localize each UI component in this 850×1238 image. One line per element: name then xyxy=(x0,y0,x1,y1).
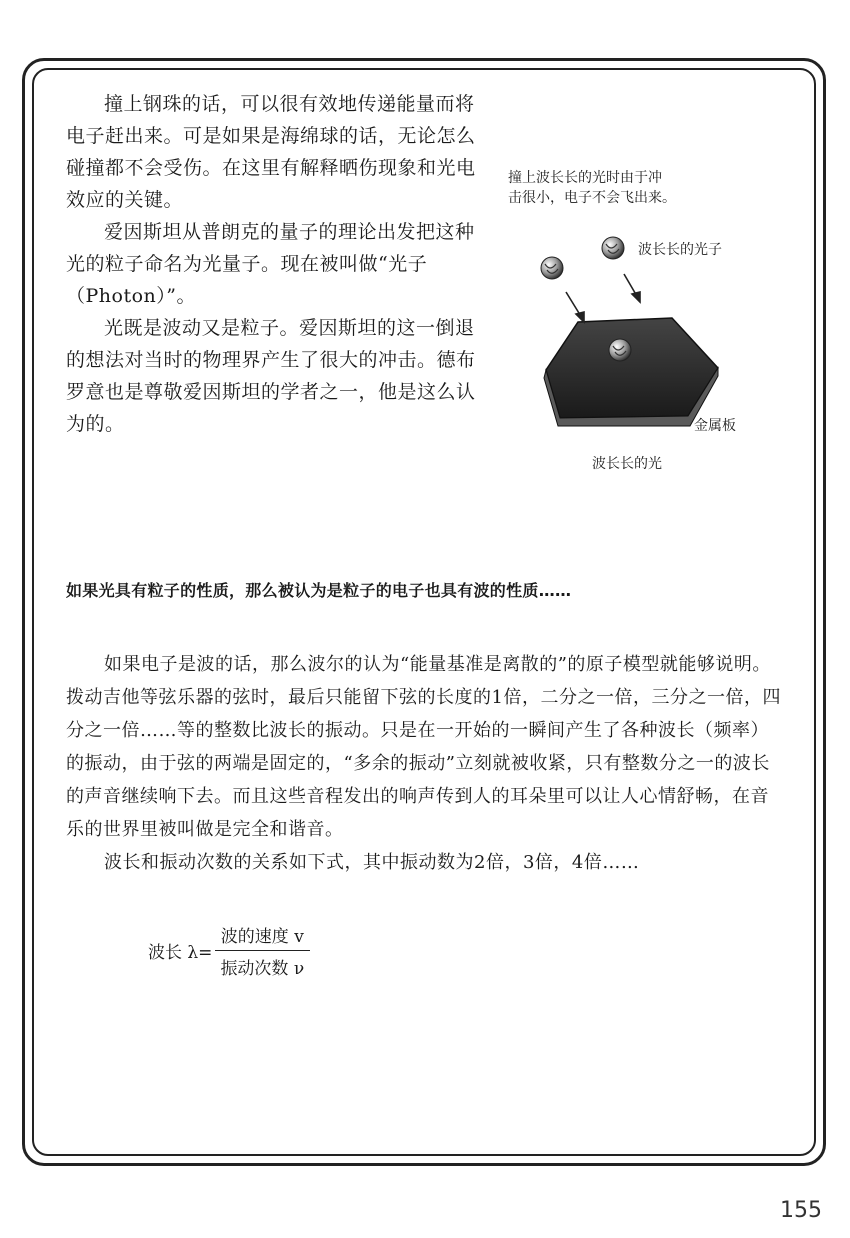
illustration-caption xyxy=(508,168,676,208)
illustration-caption-line-1: 撞上波长长的光时由于冲 xyxy=(508,170,662,186)
photon-left xyxy=(541,257,563,279)
illustration-caption-line-2: 击很小，电子不会飞出来。 xyxy=(508,190,676,206)
left-column-text xyxy=(66,88,484,440)
arrow-right xyxy=(624,274,640,302)
arrow-left xyxy=(566,292,584,322)
page-number: 155 xyxy=(780,1198,822,1223)
formula-numerator: 波的速度 v xyxy=(215,922,310,951)
formula-lhs: 波长 λ= xyxy=(148,943,213,963)
metal-plate xyxy=(546,318,718,418)
photon-on-plate xyxy=(609,339,631,361)
photon-label: 波长长的光子 xyxy=(638,242,722,258)
wavelength-formula xyxy=(148,922,310,979)
illustration-bottom-caption: 波长长的光 xyxy=(592,456,662,472)
plate-label: 金属板 xyxy=(694,418,736,434)
photon-right xyxy=(602,237,624,259)
paragraph-2: 爱因斯坦从普朗克的量子的理论出发把这种光的粒子命名为光量子。现在被叫做“光子（Photon）”。 xyxy=(66,221,475,307)
paragraph-1: 撞上钢珠的话，可以很有效地传递能量而将电子赶出来。可是如果是海绵球的话，无论怎么碰撞都不会受伤。在这里有解释晒伤现象和光电效应的关键。 xyxy=(66,93,476,211)
body-paragraph-2: 波长和振动次数的关系如下式，其中振动数为2倍，3倍，4倍…… xyxy=(104,852,640,873)
formula-denominator: 振动次数 ν xyxy=(220,959,305,979)
formula-fraction xyxy=(214,922,310,979)
body-paragraph-1: 如果电子是波的话，那么波尔的认为“能量基准是离散的”的原子模型就能够说明。拨动吉他等弦乐器的弦时，最后只能留下弦的长度的1倍，二分之一倍，三分之一倍，四分之一倍……等的整数比波长的振动。只是在一开始的一瞬间产生了各种波长（频率）的振动，由于弦的两端是固定的，“多余的振动”立刻就被收紧，只有整数分之一的波长的声音继续响下去。而且这些音程发出的响声传到人的耳朵里可以让人心情舒畅，在音乐的世界里被叫做是完全和谐音。 xyxy=(66,654,781,840)
section-heading: 如果光具有粒子的性质，那么被认为是粒子的电子也具有波的性质…… xyxy=(66,581,572,600)
paragraph-3: 光既是波动又是粒子。爱因斯坦的这一倒退的想法对当时的物理界产生了很大的冲击。德布罗意也是尊敬爱因斯坦的学者之一，他是这么认为的。 xyxy=(66,317,476,435)
body-text xyxy=(66,648,786,879)
